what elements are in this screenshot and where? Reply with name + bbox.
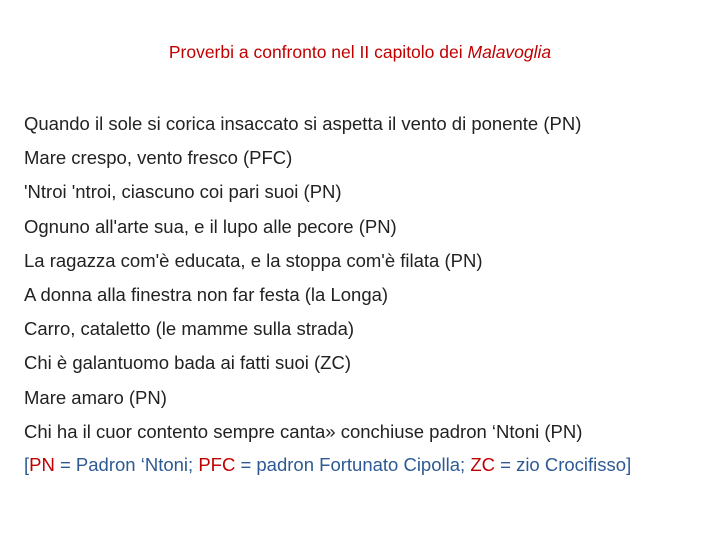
title-prefix: Proverbi a confronto nel II capitolo dei: [168, 42, 468, 62]
proverb-item: Ognuno all'arte sua, e il lupo alle pecore (PN): [24, 215, 397, 237]
proverb-item: Mare crespo, vento fresco (PFC): [24, 147, 293, 169]
legend-def-zc: = zio Crocifisso]: [494, 454, 632, 476]
legend-def-pn: = Padron ‘Ntoni;: [54, 454, 199, 476]
proverb-item: Chi è galantuomo bada ai fatti suoi (ZC): [24, 352, 352, 374]
proverb-item: Quando il sole si corica insaccato si aspetta il vento di ponente (PN): [24, 113, 582, 134]
proverb-item: 'Ntroi 'ntroi, ciascuno coi pari suoi (PN): [24, 181, 342, 203]
legend-abbr-pn: PN: [29, 454, 55, 476]
title-work: Malavoglia: [467, 42, 552, 62]
legend-open: [: [24, 454, 30, 476]
legend-abbr-pfc: PFC: [198, 454, 236, 476]
proverb-list: [24, 107, 700, 478]
slide-title: [0, 40, 720, 64]
proverb-item: Mare amaro (PN): [24, 386, 167, 408]
legend-abbr-zc: ZC: [470, 454, 495, 476]
proverb-item: Chi ha il cuor contento sempre canta» conchiuse padron ‘Ntoni (PN): [24, 420, 583, 442]
proverb-item: Carro, cataletto (le mamme sulla strada): [24, 318, 355, 340]
proverb-item: La ragazza com'è educata, e la stoppa com'è filata (PN): [24, 249, 483, 271]
abbreviation-legend: [24, 451, 700, 478]
proverb-item: A donna alla finestra non far festa (la Longa): [24, 284, 389, 306]
legend-def-pfc: = padron Fortunato Cipolla;: [235, 454, 471, 476]
